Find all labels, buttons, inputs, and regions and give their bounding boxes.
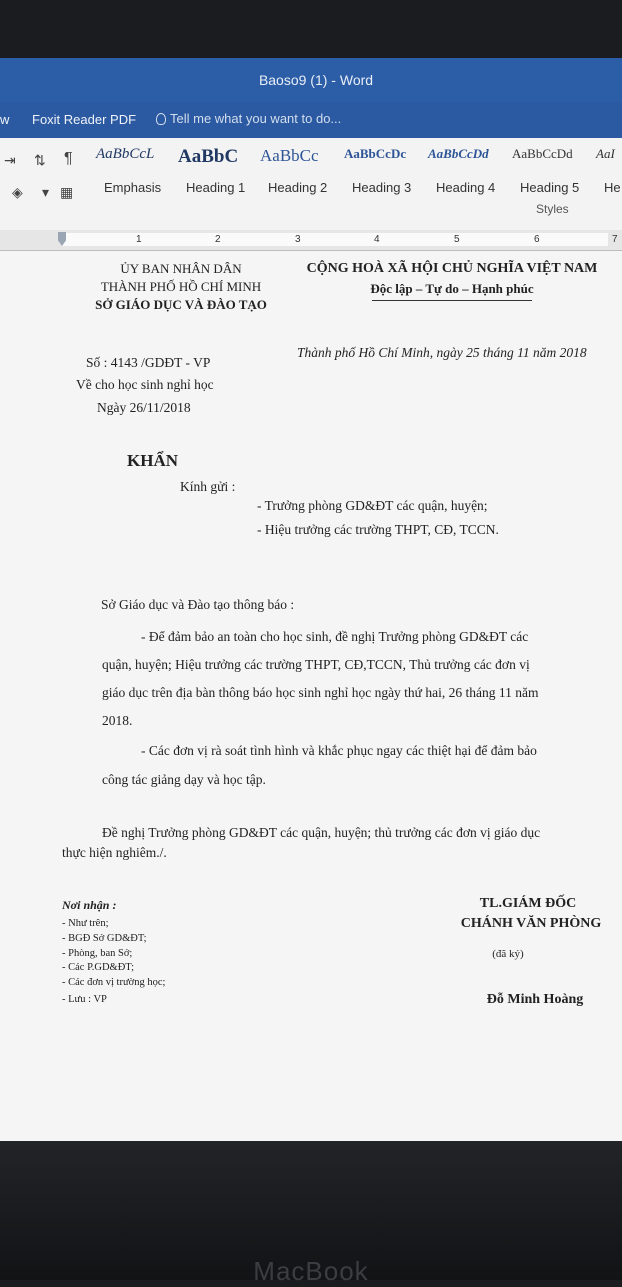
style-name: He [604,180,621,195]
document-number: Số : 4143 /GDĐT - VP [86,355,211,370]
style-name: Heading 4 [436,180,496,195]
paragraph-2-line: công tác giảng dạy và học tập. [102,772,266,787]
indent-icon[interactable]: ⇥ [4,152,16,168]
paragraph-1-line: quận, huyện; Hiệu trưởng các trường THPT, CĐ,TCCN, Thủ trưởng các đơn vị [102,657,530,672]
ruler-number: 2 [215,234,221,245]
borders-icon[interactable]: ▦ [60,184,74,200]
signer-title-1: TL.GIÁM ĐỐC [479,896,577,911]
tell-me-text: Tell me what you want to do... [170,111,342,126]
ruler-number: 7 [612,234,618,245]
recipients-list-item: - Như trên; [62,918,109,929]
style-preview: AaI [596,146,615,161]
recipients-list-item: - Lưu : VP [62,994,107,1005]
pilcrow-icon[interactable]: ¶ [64,150,73,167]
style-name: Heading 5 [520,180,580,195]
ruler-number: 3 [295,234,301,245]
ruler-number: 1 [136,234,142,245]
style-name: Emphasis [104,180,162,195]
signer-title-2: CHÁNH VĂN PHÒNG [460,916,602,931]
menu-item-foxit[interactable]: Foxit Reader PDF [32,112,137,127]
sort-icon[interactable]: ⇅ [34,152,46,168]
style-preview: AaBbCcDd [512,146,573,161]
laptop-brand: MacBook [253,1256,369,1286]
paragraph-1-line: 2018. [102,713,133,728]
ruler-active-area [62,233,608,246]
lightbulb-icon [156,113,166,125]
paragraph-3-line: thực hiện nghiêm./. [62,845,167,860]
recipient-1: - Trưởng phòng GD&ĐT các quận, huyện; [257,498,488,513]
recipients-list-item: - Các đơn vị trường học; [62,977,166,988]
place-and-date: Thành phố Hồ Chí Minh, ngày 25 tháng 11 năm 2018 [297,345,587,360]
style-name: Heading 1 [186,180,246,195]
menu-bar [0,102,622,138]
greeting: Kính gửi : [180,479,236,494]
window-title: Baoso9 (1) - Word [258,72,374,88]
recipient-2: - Hiệu trưởng các trường THPT, CĐ, TCCN. [257,522,499,537]
national-title: CỘNG HOÀ XÃ HỘI CHỦ NGHĨA VIỆT NAM [306,261,598,276]
issuer-line-2: THÀNH PHỐ HỒ CHÍ MINH [100,279,262,294]
document-page[interactable] [0,251,622,1141]
signer-name: Đỗ Minh Hoàng [486,992,584,1007]
intro-line: Sở Giáo dục và Đào tạo thông báo : [101,597,295,612]
document-subject: Về cho học sinh nghỉ học [76,377,214,392]
ruler-number: 4 [374,234,380,245]
ruler-number: 5 [454,234,460,245]
recipients-list-item: - Các P.GD&ĐT; [62,962,135,973]
document-date: Ngày 26/11/2018 [97,400,191,415]
ruler-number: 6 [534,234,540,245]
paragraph-1-line: - Để đảm bảo an toàn cho học sinh, đề nghị Trưởng phòng GD&ĐT các [141,629,529,644]
style-preview: AaBbCcDd [428,146,489,161]
recipients-list-item: - Phòng, ban Sở; [62,948,133,959]
horizontal-ruler[interactable] [0,230,622,251]
issuer-line-1: ỦY BAN NHÂN DÂN [120,261,242,276]
style-name: Heading 3 [352,180,412,195]
issuer-line-3: SỞ GIÁO DỤC VÀ ĐÀO TẠO [95,297,267,312]
menu-item-view-fragment[interactable]: w [0,112,10,127]
paragraph-3-line: Đề nghị Trưởng phòng GD&ĐT các quận, huyện; thủ trưởng các đơn vị giáo dục [102,825,541,840]
styles-gallery [90,140,622,204]
urgent-label: KHẨN [127,451,178,470]
style-preview: AaBbCcL [96,146,155,162]
title-bar [0,58,622,102]
style-preview: AaBbCcDc [344,146,407,161]
chevron-down-icon[interactable]: ▾ [42,184,50,200]
paragraph-2-line: - Các đơn vị rà soát tình hình và khắc phục ngay các thiệt hại để đảm bảo [141,743,537,758]
motto-underline [372,300,532,301]
style-preview: AaBbC [178,146,239,167]
paragraph-1-line: giáo dục trên địa bàn thông báo học sinh nghỉ học ngày thứ hai, 26 tháng 11 năm [102,685,539,700]
shading-icon[interactable]: ◈ [12,184,23,200]
recipients-title: Nơi nhận : [62,898,117,912]
recipients-list-item: - BGĐ Sở GD&ĐT; [62,933,147,944]
styles-group-label: Styles [536,202,569,216]
national-motto: Độc lập – Tự do – Hạnh phúc [370,281,534,296]
tell-me-box[interactable] [156,111,341,126]
style-name: Heading 2 [268,180,328,195]
ribbon [0,138,622,231]
style-preview: AaBbCc [260,146,319,165]
signed-note: (đã ký) [492,948,524,960]
